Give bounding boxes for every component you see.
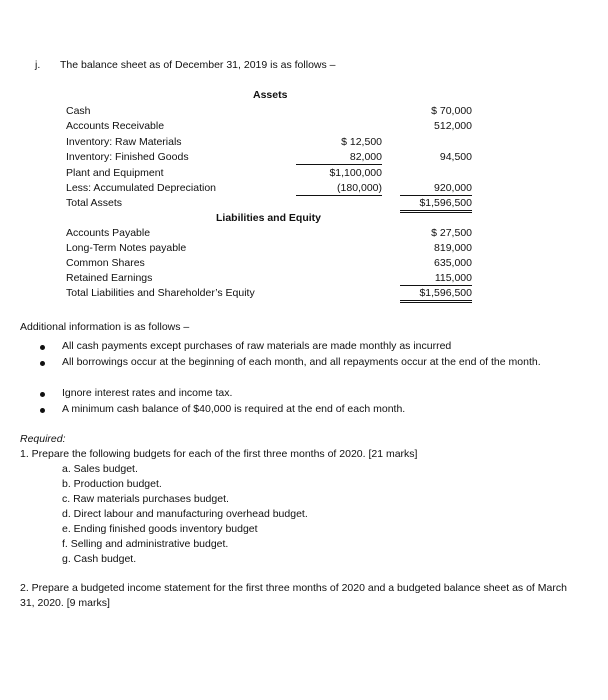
asset-label-fg: Inventory: Finished Goods xyxy=(66,151,189,163)
budget-item: b. Production budget. xyxy=(62,478,162,490)
asset-sub-depr: (180,000) xyxy=(296,182,382,196)
budget-item: a. Sales budget. xyxy=(62,463,138,475)
bullet-item: All borrowings occur at the beginning of each month, and all repayments occur at the end of the month. xyxy=(62,356,541,368)
liab-value-notes: 819,000 xyxy=(434,242,472,254)
budget-item: c. Raw materials purchases budget. xyxy=(62,493,229,505)
liab-value-ap: $ 27,500 xyxy=(431,227,472,239)
budget-item: g. Cash budget. xyxy=(62,553,137,565)
asset-label-raw: Inventory: Raw Materials xyxy=(66,136,182,148)
asset-label-cash: Cash xyxy=(66,105,91,117)
additional-info-intro: Additional information is as follows – xyxy=(20,321,190,333)
asset-value-ppe-net: 920,000 xyxy=(400,182,472,196)
liab-label-ap: Accounts Payable xyxy=(66,227,151,239)
assets-title: Assets xyxy=(253,89,288,101)
equity-label-retained: Retained Earnings xyxy=(66,272,153,284)
bullet-dot xyxy=(40,345,45,350)
budget-item: f. Selling and administrative budget. xyxy=(62,538,229,550)
liab-label-notes: Long-Term Notes payable xyxy=(66,242,187,254)
equity-value-retained: 115,000 xyxy=(400,272,472,286)
item-marker: j. xyxy=(35,59,41,71)
required-label: Required: xyxy=(20,433,66,445)
asset-value-inventory: 94,500 xyxy=(439,151,472,163)
budget-item: e. Ending finished goods inventory budget xyxy=(62,523,258,535)
bullet-item: A minimum cash balance of $40,000 is required at the end of each month. xyxy=(62,403,406,415)
asset-label-total: Total Assets xyxy=(66,197,123,209)
balance-sheet-heading: The balance sheet as of December 31, 2019 is as follows – xyxy=(60,59,336,71)
asset-label-depr: Less: Accumulated Depreciation xyxy=(66,182,216,194)
bullet-dot xyxy=(40,408,45,413)
bullet-dot xyxy=(40,361,45,366)
budget-item: d. Direct labour and manufacturing overhead budget. xyxy=(62,508,308,520)
question-2: 2. Prepare a budgeted income statement for the first three months of 2020 and a budgeted balance sheet as of March 31, 2020. [9 marks] xyxy=(20,582,567,609)
asset-sub-raw: $ 12,500 xyxy=(341,136,382,148)
asset-label-plant: Plant and Equipment xyxy=(66,167,164,179)
asset-label-ar: Accounts Receivable xyxy=(66,120,165,132)
asset-value-ar: 512,000 xyxy=(434,120,472,132)
question-1: 1. Prepare the following budgets for each of the first three months of 2020. [21 marks] xyxy=(20,448,418,460)
liabilities-title: Liabilities and Equity xyxy=(216,212,322,224)
bullet-item: All cash payments except purchases of raw materials are made monthly as incurred xyxy=(62,340,452,352)
bullet-dot xyxy=(40,392,45,397)
equity-value-common: 635,000 xyxy=(434,257,472,269)
asset-sub-fg: 82,000 xyxy=(296,151,382,165)
asset-value-total: $1,596,500 xyxy=(400,197,472,213)
bullet-item: Ignore interest rates and income tax. xyxy=(62,387,233,399)
asset-value-cash: $ 70,000 xyxy=(431,105,472,117)
liab-value-total: $1,596,500 xyxy=(400,287,472,303)
equity-label-common: Common Shares xyxy=(66,257,145,269)
asset-sub-plant: $1,100,000 xyxy=(329,167,382,179)
liab-label-total: Total Liabilities and Shareholder’s Equity xyxy=(66,287,255,299)
